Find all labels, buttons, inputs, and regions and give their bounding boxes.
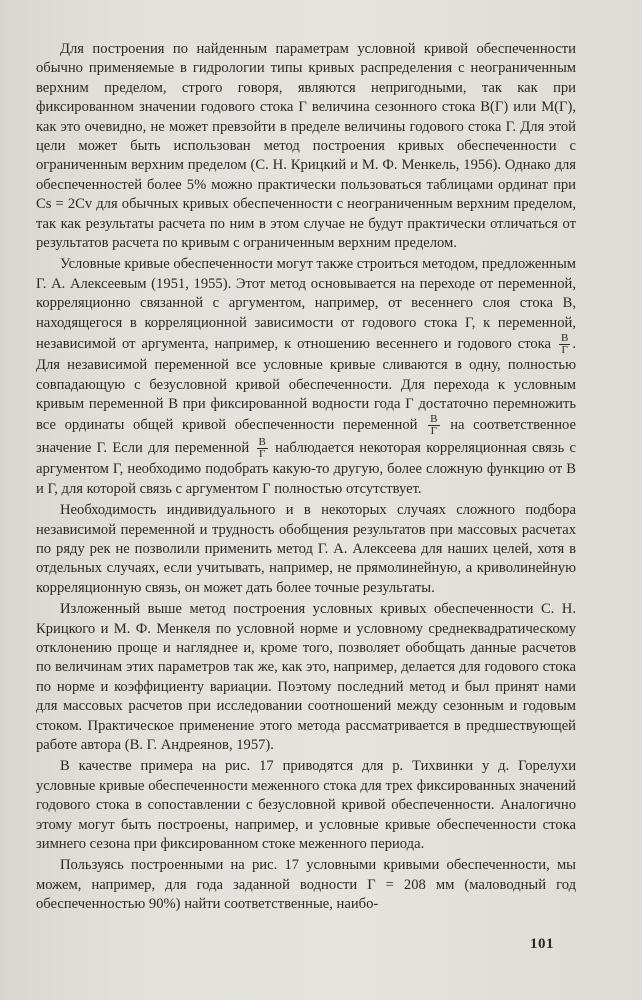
paragraph-1: Для построения по найденным параметрам условной кривой обеспеченности обычно применяемые в гидрологии типы кривых распределения с неограниченным верхним пределом, строго говоря, являются непригодными, так как при фиксированном значении годового стока Г величина сезонного стока В(Г) или М(Г), как это очевидно, не может превзойти в пределе величины годового стока Г. Для этой цели может быть использован метод построения кривых обеспеченности с ограниченным верхним пределом (С. Н. Крицкий и М. Ф. Менкель, 1956). Однако для обеспеченностей более 5% можно практически пользоваться таблицами ординат при Cs = 2Cv для обычных кривых обеспеченности с неограниченным верхним пределом, так как результаты расчета по ним в этом случае не будут практически отличаться от результатов расчета по кривым с ограниченным верхним пределом.: [36, 41, 576, 252]
paragraph-4: Изложенный выше метод построения условных кривых обеспеченности С. Н. Крицкого и М. Ф. Менкеля по условной норме и условному среднеквадратическому отклонению проще и нагляднее и, кроме того, позволяет обобщать данные расчетов по величинам этих параметров так же, как это, например, делается для годового стока по норме и коэффициенту вариации. Поэтому последний метод и был принят нами для массовых расчетов при исследовании соотношений между сезонным и годовым стоком. Практическое применение этого метода рассматривается в предшествующей работе автора (В. Г. Андреянов, 1957).: [36, 601, 576, 753]
paragraph-2-part-4: наблюдается некоторая корреляционная связь с аргументом Г, необходимо подобрать какую-то другую, более сложную функцию от В и Г, для которой связь с аргументом Г полностью отсутствует.: [36, 440, 576, 497]
fraction-b-over-g-3: $\frac{В}{Г}$: [258, 436, 266, 461]
paragraph-2-part-3: на соответственное значение Г. Если для переменной: [36, 417, 576, 457]
paragraph-2: [36, 255, 576, 499]
page-number: 101: [530, 936, 554, 952]
paragraph-2-part-2: . Для независимой переменной все условные кривые сливаются в одну, полностью совпадающую с безусловной кривой обеспеченности. Для перехода к условным кривым переменной В при фиксированной водности года Г достаточно перемножить все ординаты общей кривой обеспеченности переменной: [36, 335, 576, 434]
paragraph-5: В качестве примера на рис. 17 приводятся для р. Тихвинки у д. Горелухи условные кривые обеспеченности меженного стока для трех фиксированных значений годового стока в сопоставлении с безусловной кривой обеспеченности. Аналогично этому могут быть построены, например, и условные кривые обеспеченности стока зимнего сезона при фиксированном стоке меженного периода.: [36, 758, 576, 853]
paragraph-2-part-1: Условные кривые обеспеченности могут также строиться методом, предложенным Г. А. Алексеевым (1951, 1955). Этот метод основывается на переходе от переменной, корреляционно связанной с аргументом, например, от весеннего слоя стока В, находящегося в корреляционной зависимости от годового стока Г, к переменной, независимой от аргумента, например, к отношению весеннего и годового стока: [36, 256, 576, 352]
page-text: [36, 40, 576, 915]
fraction-b-over-g-1: $\frac{В}{Г}$: [561, 332, 569, 357]
paragraph-6: Пользуясь построенными на рис. 17 условными кривыми обеспеченности, мы можем, например, для года заданной водности Г = 208 мм (маловодный год обеспеченностью 90%) найти соответственные, наибо-: [36, 857, 576, 913]
paragraph-3: Необходимость индивидуального и в некоторых случаях сложного подбора независимой переменной и трудность обобщения результатов при массовых расчетах по ряду рек не позволили применить метод Г. А. Алексеева для наших целей, хотя в отдельных случаях, если учитывать, например, не прямолинейную, а криволинейную корреляционную связь, он может дать более точные результаты.: [36, 502, 576, 596]
fraction-b-over-g-2: $\frac{В}{Г}$: [430, 413, 438, 438]
